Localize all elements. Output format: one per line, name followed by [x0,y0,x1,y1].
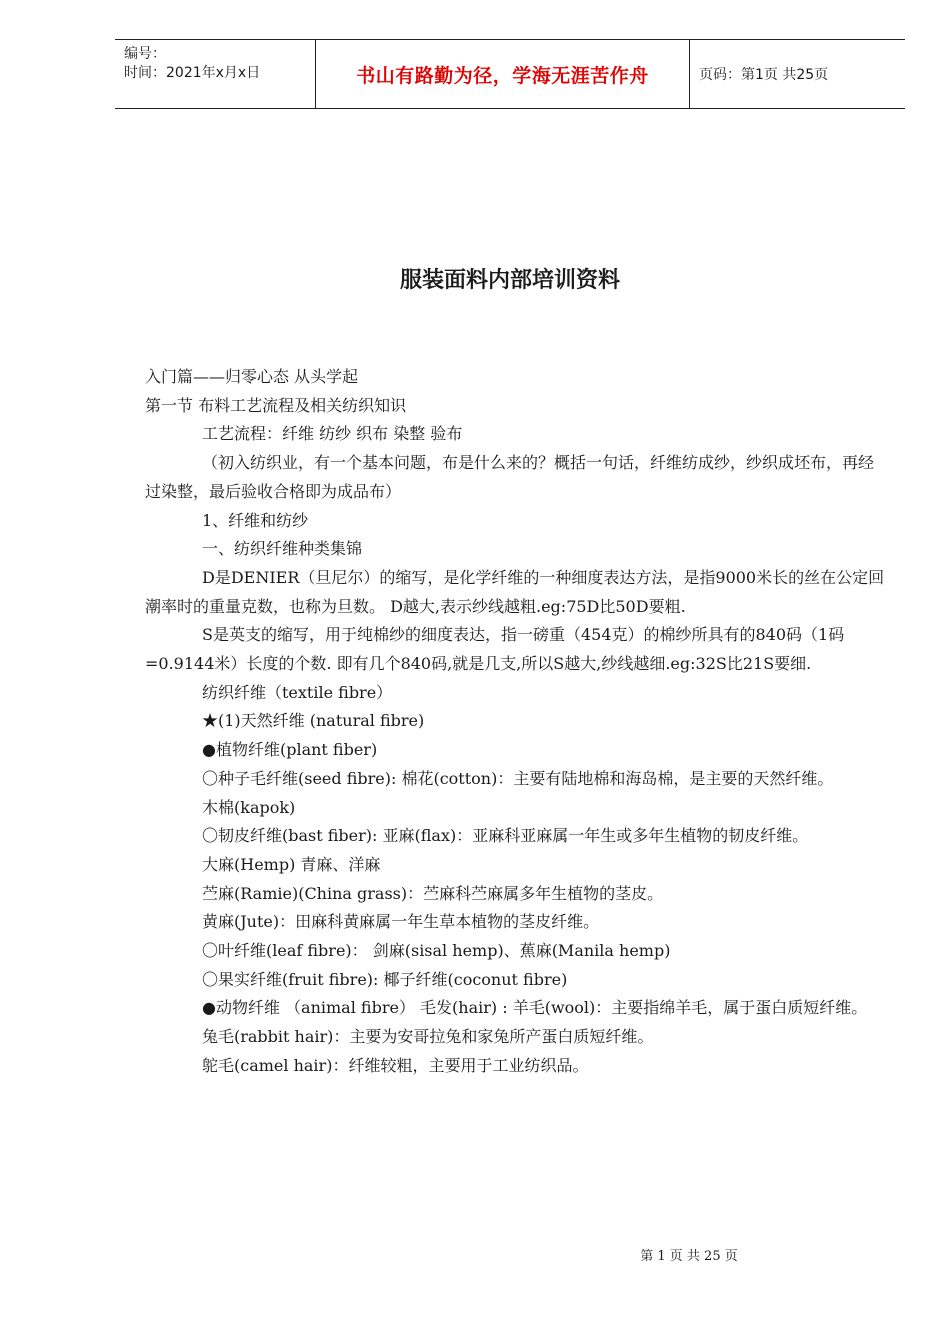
header-motto-cell [316,40,690,108]
paragraph: 工艺流程：纤维 纺纱 织布 染整 验布 [202,424,463,444]
list-item: 〇种子毛纤维(seed fibre): 棉花(cotton)：主要有陆地棉和海岛棉，是主要的天然纤维。 [202,768,834,788]
part-heading: 入门篇——归零心态 从头学起 [145,367,359,386]
list-item: ★(1)天然纤维 (natural fibre) [202,711,425,731]
list-item: 黄麻(Jute)：田麻科黄麻属一年生草本植物的茎皮纤维。 [202,912,600,932]
list-item: 苎麻(Ramie)(China grass)：苎麻科苎麻属多年生植物的茎皮。 [202,883,664,903]
header-meta-cell [115,40,316,108]
list-item: 〇叶纤维(leaf fibre)： 剑麻(sisal hemp)、蕉麻(Manila hemp) [202,941,671,961]
header-page-cell [690,40,905,108]
page-footer: 第 1 页 共 25 页 [640,1249,738,1264]
serial-number-label: 编号： [124,46,166,62]
list-item: 〇果实纤维(fruit fibre): 椰子纤维(coconut fibre) [202,969,568,989]
paragraph: （初入纺织业，有一个基本问题，布是什么来的？概括一句话，纤维纺成纱，纱织成坯布，再经过染整，最后验收合格即为成品布） [145,453,875,501]
motto-text: 书山有路勤为径，学海无涯苦作舟 [356,64,649,87]
paragraph: 纺织纤维（textile fibre） [202,682,393,702]
date-label: 时间：2021年x月x日 [124,65,261,81]
subsection-heading: 一、纺织纤维种类集锦 [202,539,363,559]
list-item: 大麻(Hemp) 青麻、洋麻 [202,854,381,874]
list-item: 〇韧皮纤维(bast fiber): 亚麻(flax)：亚麻科亚麻属一年生或多年生植物的韧皮纤维。 [202,826,809,846]
list-item: 鸵毛(camel hair)：纤维较粗，主要用于工业纺织品。 [202,1055,589,1075]
list-item: 木棉(kapok) [202,797,296,817]
document-title: 服装面料内部培训资料 [399,268,620,293]
header-page-indicator: 页码：第1页 共25页 [699,67,829,83]
subsection-heading: 1、纤维和纺纱 [202,510,309,530]
list-item: ●动物纤维 （animal fibre） 毛发(hair) : 羊毛(wool)：主要指绵羊毛，属于蛋白质短纤维。 [202,998,868,1018]
document-body [145,363,885,1081]
list-item: ●植物纤维(plant fiber) [202,740,378,760]
page-header-table [115,39,905,109]
paragraph: D是DENIER（旦尼尔）的缩写，是化学纤维的一种细度表达方法，是指9000米长的丝在公定回潮率时的重量克数，也称为旦数。 D越大,表示纱线越粗.eg:75D比50D要粗. [145,567,885,616]
list-item: 兔毛(rabbit hair)：主要为安哥拉兔和家兔所产蛋白质短纤维。 [202,1027,654,1047]
section-heading: 第一节 布料工艺流程及相关纺织知识 [145,395,407,415]
paragraph: S是英支的缩写，用于纯棉纱的细度表达，指一磅重（454克）的棉纱所具有的840码（1码=0.9144米）长度的个数. 即有几个840码,就是几支,所以S越大,纱线越细.eg:32S比21S要细. [145,625,845,674]
